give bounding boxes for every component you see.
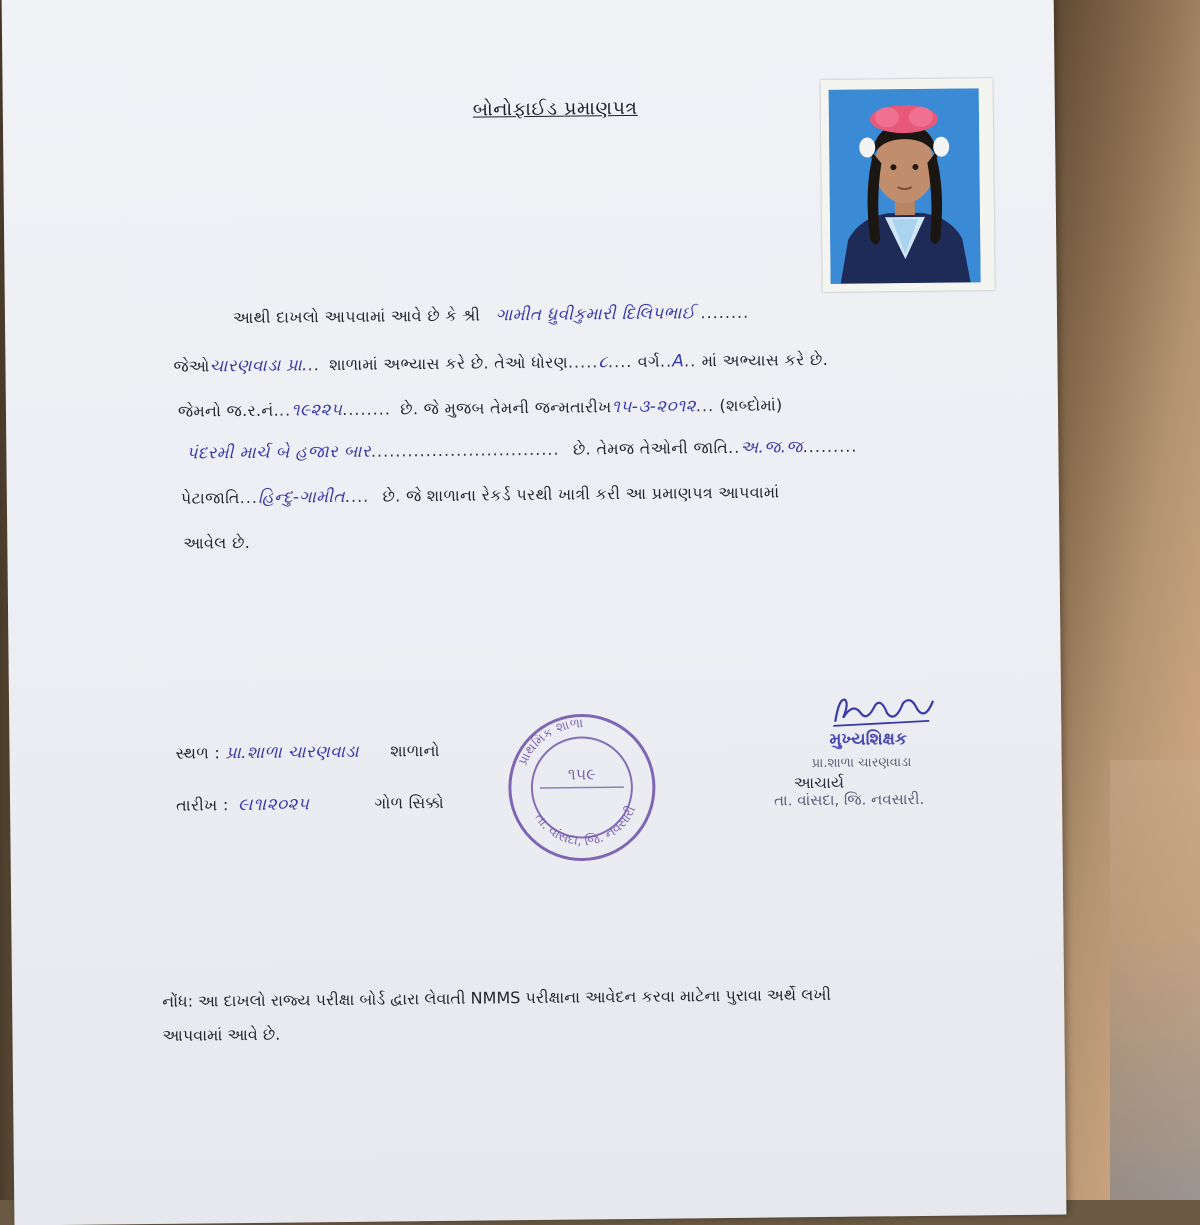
stamp-label: શાળાનો [390,740,440,761]
school-stamp [499,701,666,868]
place-label: સ્થળ : [175,743,221,763]
stamp-bottom-text: તા. વાંસદા, જિ. નવસારી [531,803,640,850]
student-photo-image [829,88,981,284]
school-name: ચારણવાડા પ્રા. [209,355,308,377]
date-label: તારીખ : [175,795,229,815]
certificate-title: બોનોફાઈડ પ્રમાણપત્ર [472,96,638,121]
stamp-number: ૧૫૯ [567,764,596,784]
register-number: ૧૯૨૨૫ [291,399,343,421]
note-line-1: નોંધ: આ દાખલો રાજ્ય પરીક્ષા બોર્ડ દ્વારા લેવાતી NMMS પરીક્ષાના આવેદન કરવા માટેના પુરાવા અર્થે લખી [162,984,832,1011]
place-value: પ્રા.શાળા ચારણવાડા [225,741,360,764]
body-line-2: જેઓચારણવાડા પ્રા... શાળામાં અભ્યાસ કરે છે. તેઓ ધોરણ.....૮.... વર્ગ..A.. માં અભ્યાસ કરે છે. [173,349,829,377]
headmaster-signature-block [773,691,940,810]
student-name: ગામીત ધ્રુવીકુમારી દિલિપભાઈ [495,303,696,326]
signature-title: મુખ્યશિક્ષક [829,729,908,750]
intro-text: આથી દાખલો આપવામાં આવે છે કે શ્રી [232,305,481,328]
signature-school: પ્રા.શાળા ચારણવાડા [811,755,912,772]
student-photo [821,78,995,292]
division-value: A [672,351,685,372]
svg-text:તા. વાંસદા, જિ. નવસારી [531,803,640,850]
birth-date: ૧૫-૩-૨૦૧૨ [611,396,696,418]
standard-value: ૮ [598,352,609,373]
handwritten-signature [829,691,939,732]
body-line-4: પંદરમી માર્ચ બે હજાર બાર............................... છે. તેમજ તેઓની જાતિ..અ.જ.જ......... [186,436,858,464]
body-line-1: આથી દાખલો આપવામાં આવે છે કે શ્રી ગામીત ધ્રુવીકુમારી દિલિપભાઈ ........ [232,302,750,328]
body-line-3: જેમનો જ.ર.નં...૧૯૨૨૫........ છે. જે મુજબ તેમની જન્મતારીખ૧૫-૩-૨૦૧૨... (શબ્દોમાં) [177,395,783,421]
certificate-paper [2,0,1067,1225]
date-row [176,793,444,816]
note-line-2: આપવામાં આવે છે. [162,1024,281,1045]
student-portrait-icon [829,88,981,284]
signature-address: તા. વાંસદા, જિ. નવસારી. [773,789,925,810]
subcaste-value: હિન્દુ-ગામીત [257,486,345,508]
caste-value: અ.જ.જ [740,437,803,458]
place-row [175,741,439,764]
date-value: ૯।૧।૨૦૨૫ [237,794,310,816]
background-cloth [1110,760,1200,1200]
birth-date-in-words: પંદરમી માર્ચ બે હજાર બાર [186,441,372,464]
school-seal-icon [499,701,666,868]
body-line-6: આવેલ છે. [183,532,251,553]
stamp-top-text: પ્રાથમિક શાળા [515,716,584,768]
signature-role: આચાર્ય [793,772,845,793]
seal-label: ગોળ સિક્કો [374,792,445,813]
body-line-5: પેટાજાતિ...હિન્દુ-ગામીત.... છે. જે શાળાના રેકર્ડ પરથી ખાત્રી કરી આ પ્રમાણપત્ર આપવામાં [180,482,780,508]
